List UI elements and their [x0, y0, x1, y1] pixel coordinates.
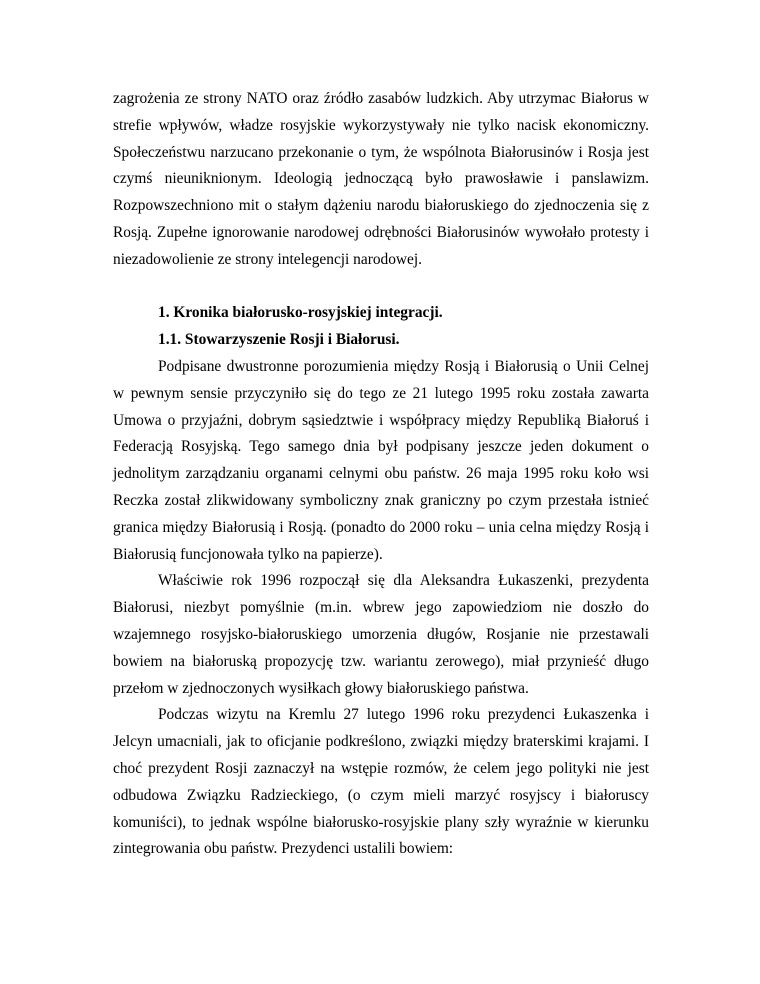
paragraph-treaty: Podpisane dwustronne porozumienia między Rosją i Białorusią o Unii Celnej w pewnym sensie przyczyniło się do tego ze 21 lutego 1995 roku została zawarta Umowa o przyjaźni, dobrym sąsiedztwie i współpracy między Republiką Białoruś i Federacją Rosyjską. Tego samego dnia był podpisany jeszcze jeden dokument o jednolitym zarządzaniu organami celnymi obu państw. 26 maja 1995 roku koło wsi Reczka został zlikwidowany symboliczny znak graniczny po czym przestała istnieć granica między Białorusią i Rosją. (ponadto do 2000 roku – unia celna między Rosją i Białorusią funcjonowała tylko na papierze). — [113, 357, 649, 563]
paragraph-1996: Właściwie rok 1996 rozpoczął się dla Aleksandra Łukaszenki, prezydenta Białorusi, niezbyt pomyślnie (m.in. wbrew jego zapowiedziom nie doszło do wzajemnego rosyjsko-białoruskiego umorzenia długów, Rosjanie nie przestawali bowiem na białoruską propozycję tzw. wariantu zerowego), miał przynieść długo przełom w zjednoczonych wysiłkach głowy białoruskiego państwa. — [113, 572, 649, 697]
spacer — [113, 274, 649, 301]
document-page — [113, 86, 649, 863]
paragraph-intro: zagrożenia ze strony NATO oraz źródło zasabów ludzkich. Aby utrzymac Białorus w strefie wpływów, władze rosyjskie wykorzystywały nie tylko nacisk ekonomiczny. Społeczeństwu narzucano przekonanie o tym, że wspólnota Białorusinów i Rosja jest czymś nieuniknionym. Ideologią jednoczącą było prawosławie i panslawizm. Rozpowszechniono mit o stałym dążeniu narodu białoruskiego do zjednoczenia się z Rosją. Zupełne ignorowanie narodowej odrębności Białorusinów wywołało protesty i niezadowolienie ze strony intelegencji narodowej. — [113, 90, 649, 268]
subsection-heading: 1.1. Stowarzyszenie Rosji i Białorusi. — [158, 331, 400, 349]
paragraph-kremlin: Podczas wizytu na Kremlu 27 lutego 1996 roku prezydenci Łukaszenka i Jelcyn umacniali, jak to oficjanie podkreślono, związki między braterskimi krajami. I choć prezydent Rosji zaznaczył na wstępie rozmów, że celem jego polityki nie jest odbudowa Związku Radzieckiego, (o czym mieli marzyć rosyjscy i białoruscy komuniści), to jednak wspólne białorusko-rosyjskie plany szły wyraźnie w kierunku zintegrowania obu państw. Prezydenci ustalili bowiem: — [113, 706, 649, 858]
section-heading: 1. Kronika białorusko-rosyjskiej integracji. — [158, 304, 443, 322]
